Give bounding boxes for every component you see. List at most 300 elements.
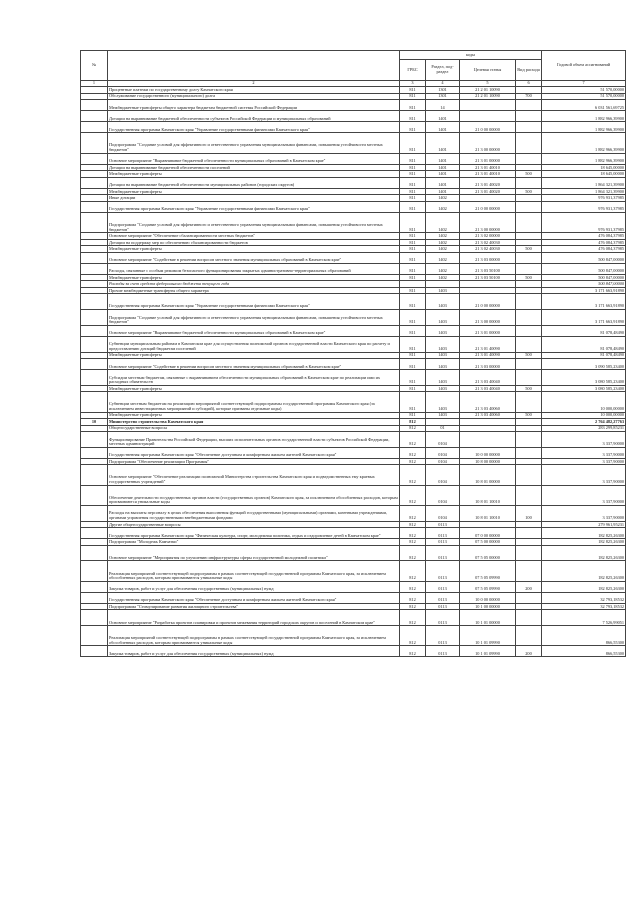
row-name-cell: Основное мероприятие "Содействие в решении вопросов местного значения муниципальных образований в Камчатском крае": [108, 359, 400, 370]
row-amount-cell: 866,55300: [542, 646, 626, 657]
row-vr-cell: [516, 336, 542, 352]
row-name-cell: Субвенции муниципальным районам в Камчатском крае для осуществления полномочий органов государственной власти Камчатского края по расчету и предоставлению дотаций бюджетам поселений: [108, 336, 400, 352]
row-number-cell: [81, 432, 108, 448]
table-row: [81, 294, 626, 310]
row-name-cell: Расходы, связанные с особым режимом безопасного функционирования закрытых административно-территориальных образований: [108, 263, 400, 274]
table-row: [81, 485, 626, 505]
col-name-header: [108, 51, 400, 81]
row-grbs-cell: 812: [400, 425, 426, 432]
row-name-cell: Функционирование Правительства Российской Федерации, высших исполнительных органов государственной власти субъектов Российской Федерации, местных администраций: [108, 432, 400, 448]
row-amount-cell: 81 078,48490: [542, 352, 626, 359]
row-grbs-cell: 812: [400, 521, 426, 528]
budget-table-body: [81, 87, 626, 657]
row-razdel-cell: 0104: [426, 465, 460, 485]
row-number-cell: [81, 447, 108, 458]
row-grbs-cell: 812: [400, 561, 426, 581]
row-razdel-cell: 1401: [426, 153, 460, 164]
row-amount-cell: 866,55300: [542, 626, 626, 646]
row-cs-cell: 21 3 01 40010: [460, 164, 516, 171]
row-razdel-cell: 0113: [426, 545, 460, 561]
row-razdel-cell: 0113: [426, 539, 460, 546]
row-vr-cell: 200: [516, 581, 542, 592]
row-amount-cell: 182 825,26300: [542, 528, 626, 539]
row-razdel-cell: 0113: [426, 521, 460, 528]
row-vr-cell: 500: [516, 246, 542, 253]
row-cs-cell: [460, 432, 516, 448]
row-vr-cell: [516, 359, 542, 370]
row-cs-cell: 21 3 00 00000: [460, 212, 516, 232]
row-name-cell: Основное мероприятие "Выравнивание бюджетной обеспеченности муниципальных образований в Камчатском крае": [108, 153, 400, 164]
row-amount-cell: 3 171 663,91890: [542, 287, 626, 294]
row-number-cell: [81, 133, 108, 153]
row-amount-cell: 7 526,99051: [542, 610, 626, 626]
row-razdel-cell: 1403: [426, 325, 460, 336]
row-number-cell: [81, 610, 108, 626]
row-grbs-cell: 812: [400, 545, 426, 561]
row-grbs-cell: 812: [400, 447, 426, 458]
row-amount-cell: 32 793,18532: [542, 592, 626, 603]
row-amount-cell: 3 337,90000: [542, 485, 626, 505]
row-number-cell: [81, 310, 108, 326]
row-razdel-cell: 1402: [426, 201, 460, 212]
row-name-cell: Государственная программа Камчатского края "Обеспечение доступным и комфортным жильем жителей Камчатского края": [108, 447, 400, 458]
row-grbs-cell: 811: [400, 195, 426, 202]
row-amount-cell: 51 570,00000: [542, 93, 626, 100]
row-name-cell: Процентные платежи по государственному долгу Камчатского края: [108, 87, 400, 94]
row-razdel-cell: 1403: [426, 352, 460, 359]
row-amount-cell: 81 078,48490: [542, 336, 626, 352]
row-grbs-cell: 812: [400, 626, 426, 646]
row-cs-cell: 10 8 01 00000: [460, 465, 516, 485]
row-amount-cell: 18 645,00000: [542, 164, 626, 171]
row-vr-cell: [516, 252, 542, 263]
row-razdel-cell: 1401: [426, 122, 460, 133]
row-razdel-cell: 0104: [426, 505, 460, 521]
row-grbs-cell: 811: [400, 122, 426, 133]
row-amount-cell: 1 864 321,39900: [542, 177, 626, 188]
budget-table: [80, 50, 626, 657]
row-razdel-cell: 1402: [426, 233, 460, 240]
row-cs-cell: 21 3 01 40090: [460, 352, 516, 359]
row-razdel-cell: 1403: [426, 287, 460, 294]
col-grbs-header: ГРБС: [400, 60, 426, 81]
row-number-cell: [81, 581, 108, 592]
row-cs-cell: 10 8 01 10010: [460, 505, 516, 521]
row-amount-cell: 476 084,37985: [542, 246, 626, 253]
row-cs-cell: 10 1 00 00000: [460, 603, 516, 610]
row-vr-cell: [516, 432, 542, 448]
row-amount-cell: 3 171 663,91890: [542, 294, 626, 310]
row-cs-cell: 07 5 05 09990: [460, 561, 516, 581]
table-row: [81, 122, 626, 133]
row-vr-cell: [516, 485, 542, 505]
row-razdel-cell: 1402: [426, 246, 460, 253]
table-row: [81, 626, 626, 646]
row-razdel-cell: 0113: [426, 646, 460, 657]
row-number-cell: [81, 370, 108, 386]
row-grbs-cell: 812: [400, 419, 426, 426]
table-row: [81, 100, 626, 111]
row-amount-cell: 500 847,00000: [542, 274, 626, 281]
row-razdel-cell: 0113: [426, 592, 460, 603]
row-razdel-cell: 1403: [426, 359, 460, 370]
row-name-cell: Государственная программа Камчатского края "Управление государственными финансами Камчатского края": [108, 122, 400, 133]
row-cs-cell: 21 3 02 40030: [460, 246, 516, 253]
row-razdel-cell: 1403: [426, 310, 460, 326]
row-name-cell: Подпрограмма "Молодежь Камчатки": [108, 539, 400, 546]
row-vr-cell: [516, 325, 542, 336]
row-name-cell: Основное мероприятие "Обеспечение сбалансированности местных бюджетов": [108, 233, 400, 240]
row-amount-cell: 3 337,90000: [542, 447, 626, 458]
row-vr-cell: 500: [516, 188, 542, 195]
row-amount-cell: 18 645,00000: [542, 171, 626, 178]
table-row: [81, 465, 626, 485]
row-name-cell: Субвенции местным бюджетам на реализацию мероприятий соответствующей подпрограммы государственной программы Камчатского края (за исключением инвестиционных мероприятий и субсидий), которые призваны отдельные коды): [108, 392, 400, 412]
row-name-cell: Иные дотации: [108, 195, 400, 202]
row-vr-cell: 100: [516, 505, 542, 521]
table-row: [81, 370, 626, 386]
row-vr-cell: [516, 201, 542, 212]
row-amount-cell: 3 171 663,91890: [542, 310, 626, 326]
row-number-cell: [81, 201, 108, 212]
row-vr-cell: [516, 263, 542, 274]
row-name-cell: Государственная программа Камчатского края "Обеспечение доступным и комфортным жильем жителей Камчатского края": [108, 592, 400, 603]
table-row: [81, 359, 626, 370]
row-grbs-cell: 811: [400, 252, 426, 263]
row-cs-cell: 21 0 00 00000: [460, 294, 516, 310]
row-razdel-cell: 0113: [426, 561, 460, 581]
row-grbs-cell: 811: [400, 100, 426, 111]
row-grbs-cell: 811: [400, 274, 426, 281]
row-amount-cell: 283 299,85231: [542, 425, 626, 432]
row-number-cell: [81, 359, 108, 370]
row-vr-cell: [516, 111, 542, 122]
row-cs-cell: 21 2 01 10090: [460, 93, 516, 100]
row-razdel-cell: 14: [426, 100, 460, 111]
row-name-cell: Прочие межбюджетные трансферты общего характера: [108, 287, 400, 294]
row-number-cell: [81, 561, 108, 581]
row-cs-cell: [460, 111, 516, 122]
row-number-cell: [81, 100, 108, 111]
row-cs-cell: 10 1 01 09990: [460, 646, 516, 657]
row-vr-cell: 500: [516, 352, 542, 359]
colnum-6: 6: [516, 81, 542, 87]
row-amount-cell: 6 031 561,69725: [542, 100, 626, 111]
row-grbs-cell: 811: [400, 212, 426, 232]
row-razdel-cell: 0113: [426, 528, 460, 539]
row-amount-cell: 182 825,26300: [542, 539, 626, 546]
row-grbs-cell: 811: [400, 352, 426, 359]
row-name-cell: Подпрограмма "Стимулирование развития жилищного строительства": [108, 603, 400, 610]
row-razdel-cell: 1401: [426, 133, 460, 153]
row-cs-cell: 10 1 01 00000: [460, 610, 516, 626]
col-razdel-header: Раздел, под-раздел: [426, 60, 460, 81]
row-name-cell: Подпрограмма "Обеспечение реализации Программы": [108, 458, 400, 465]
row-vr-cell: [516, 133, 542, 153]
row-amount-cell: 500 847,00000: [542, 263, 626, 274]
row-amount-cell: 182 825,26300: [542, 561, 626, 581]
row-number-cell: [81, 545, 108, 561]
row-cs-cell: 21 3 03 40060: [460, 412, 516, 419]
row-razdel-cell: 1403: [426, 336, 460, 352]
row-vr-cell: [516, 153, 542, 164]
row-grbs-cell: 811: [400, 370, 426, 386]
row-name-cell: Закупка товаров, работ и услуг для обеспечения государственных (муниципальных) нужд: [108, 581, 400, 592]
row-cs-cell: 21 0 00 00000: [460, 201, 516, 212]
budget-table-page: [80, 50, 625, 657]
row-grbs-cell: 811: [400, 336, 426, 352]
row-grbs-cell: 812: [400, 539, 426, 546]
row-name-cell: Основное мероприятие "Обеспечение реализации полномочий Министерства строительства Камчатского края и подведомственных ему краевых государственных учреждений": [108, 465, 400, 485]
row-number-cell: [81, 263, 108, 274]
col-vr-header: Вид расхода: [516, 60, 542, 81]
row-cs-cell: 21 3 02 40030: [460, 239, 516, 246]
table-row: [81, 177, 626, 188]
row-razdel-cell: 0113: [426, 581, 460, 592]
table-row: [81, 310, 626, 326]
row-amount-cell: 500 847,00000: [542, 281, 626, 288]
row-cs-cell: 10 0 00 00000: [460, 447, 516, 458]
row-grbs-cell: 811: [400, 359, 426, 370]
row-vr-cell: [516, 528, 542, 539]
row-cs-cell: 21 3 00 00000: [460, 310, 516, 326]
row-razdel-cell: 1401: [426, 177, 460, 188]
row-name-cell: Подпрограмма "Создание условий для эффективного и ответственного управления муниципальными финансами, повышения устойчивости местных бюджетов": [108, 212, 400, 232]
col-number-header: №: [81, 51, 108, 81]
colnum-5: 5: [460, 81, 516, 87]
row-cs-cell: [460, 100, 516, 111]
row-name-cell: Подпрограмма "Создание условий для эффективного и ответственного управления муниципальными финансами, повышения устойчивости местных бюджетов": [108, 133, 400, 153]
row-razdel-cell: 1402: [426, 263, 460, 274]
row-amount-cell: 1 882 966,39900: [542, 122, 626, 133]
row-cs-cell: 10 8 00 00000: [460, 458, 516, 465]
row-vr-cell: 500: [516, 385, 542, 392]
row-amount-cell: 1 864 321,39900: [542, 188, 626, 195]
row-number-cell: [81, 626, 108, 646]
table-row: [81, 133, 626, 153]
row-razdel-cell: 1402: [426, 212, 460, 232]
row-number-cell: [81, 252, 108, 263]
row-grbs-cell: 811: [400, 412, 426, 419]
table-row: [81, 545, 626, 561]
row-number-cell: [81, 153, 108, 164]
row-cs-cell: 21 0 00 00000: [460, 122, 516, 133]
row-grbs-cell: 811: [400, 164, 426, 171]
row-vr-cell: [516, 294, 542, 310]
row-name-cell: Реализация мероприятий соответствующей подпрограммы в рамках соответствующей государственной программы Камчатского края, за исключением обособленных расходов, которым присваиваются уникальные коды: [108, 561, 400, 581]
row-cs-cell: 21 3 01 40020: [460, 177, 516, 188]
row-number-cell: [81, 294, 108, 310]
row-number-cell: [81, 505, 108, 521]
row-razdel-cell: 1401: [426, 111, 460, 122]
row-grbs-cell: 811: [400, 201, 426, 212]
row-number-cell: [81, 392, 108, 412]
row-vr-cell: 500: [516, 274, 542, 281]
row-grbs-cell: 811: [400, 233, 426, 240]
codes-header: коды: [400, 51, 542, 60]
row-grbs-cell: 811: [400, 239, 426, 246]
row-amount-cell: 3 337,90000: [542, 465, 626, 485]
table-row: [81, 447, 626, 458]
row-razdel-cell: 1403: [426, 392, 460, 412]
row-razdel-cell: 0104: [426, 485, 460, 505]
row-name-cell: Основное мероприятие "Содействие в решении вопросов местного значения муниципальных образований в Камчатском крае": [108, 252, 400, 263]
row-grbs-cell: 812: [400, 603, 426, 610]
row-cs-cell: 21 2 01 10090: [460, 87, 516, 94]
row-name-cell: Межбюджетные трансферты: [108, 412, 400, 419]
row-cs-cell: 21 3 03 00000: [460, 359, 516, 370]
row-name-cell: Межбюджетные трансферты: [108, 274, 400, 281]
row-amount-cell: 1 882 966,39900: [542, 111, 626, 122]
row-number-cell: [81, 646, 108, 657]
row-vr-cell: [516, 122, 542, 133]
row-grbs-cell: 811: [400, 263, 426, 274]
row-amount-cell: 3 337,90000: [542, 458, 626, 465]
row-vr-cell: 200: [516, 646, 542, 657]
row-number-cell: [81, 122, 108, 133]
row-grbs-cell: 811: [400, 246, 426, 253]
row-name-cell: Дотации на выравнивание бюджетной обеспеченности муниципальных районов (городских округов): [108, 177, 400, 188]
row-cs-cell: 21 3 01 40010: [460, 171, 516, 178]
row-cs-cell: 10 1 01 09990: [460, 626, 516, 646]
row-vr-cell: [516, 100, 542, 111]
row-cs-cell: 21 3 03 50100: [460, 263, 516, 274]
row-grbs-cell: 811: [400, 294, 426, 310]
row-vr-cell: [516, 545, 542, 561]
colnum-3: 3: [400, 81, 426, 87]
row-razdel-cell: 01: [426, 425, 460, 432]
row-cs-cell: 21 3 03 50100: [460, 274, 516, 281]
row-vr-cell: 500: [516, 171, 542, 178]
row-cs-cell: 07 5 05 00000: [460, 545, 516, 561]
row-name-cell: Обслуживание государственного (муниципального) долга: [108, 93, 400, 100]
row-vr-cell: [516, 465, 542, 485]
row-razdel-cell: 0104: [426, 458, 460, 465]
row-name-cell: Расходы за счет средств федерального бюджета текущего года: [108, 281, 400, 288]
row-grbs-cell: 812: [400, 646, 426, 657]
row-vr-cell: [516, 392, 542, 412]
table-row: [81, 212, 626, 232]
row-vr-cell: 500: [516, 412, 542, 419]
row-grbs-cell: 811: [400, 93, 426, 100]
row-name-cell: Государственная программа Камчатского края "Управление государственными финансами Камчатского края": [108, 201, 400, 212]
row-number-cell: [81, 485, 108, 505]
row-name-cell: Обеспечение деятельности государственных органов власти (государственных органов) Камчатского края, за исключением обособленных расходов, которым присваиваются уникальные коды: [108, 485, 400, 505]
row-vr-cell: [516, 592, 542, 603]
row-grbs-cell: 811: [400, 325, 426, 336]
row-name-cell: Межбюджетные трансферты: [108, 385, 400, 392]
row-amount-cell: 32 793,18532: [542, 603, 626, 610]
row-grbs-cell: 811: [400, 385, 426, 392]
table-row: [81, 432, 626, 448]
row-cs-cell: 21 3 01 00000: [460, 325, 516, 336]
row-razdel-cell: 1403: [426, 412, 460, 419]
table-row: [81, 111, 626, 122]
row-name-cell: Межбюджетные трансферты общего характера бюджетам бюджетной системы Российской Федерации: [108, 100, 400, 111]
row-grbs-cell: 812: [400, 528, 426, 539]
table-row: [81, 581, 626, 592]
row-vr-cell: [516, 310, 542, 326]
table-row: [81, 610, 626, 626]
row-grbs-cell: 811: [400, 153, 426, 164]
row-name-cell: Министерство строительства Камчатского края: [108, 419, 400, 426]
row-vr-cell: [516, 177, 542, 188]
row-grbs-cell: 812: [400, 458, 426, 465]
row-amount-cell: 976 931,37985: [542, 195, 626, 202]
row-amount-cell: 2 764 482,27763: [542, 419, 626, 426]
row-vr-cell: [516, 610, 542, 626]
row-razdel-cell: 1403: [426, 294, 460, 310]
row-name-cell: Дотации на поддержку мер по обеспечению сбалансированности бюджетов: [108, 239, 400, 246]
row-razdel-cell: 1402: [426, 239, 460, 246]
row-razdel-cell: 1403: [426, 385, 460, 392]
row-name-cell: Межбюджетные трансферты: [108, 171, 400, 178]
colnum-4: 4: [426, 81, 460, 87]
table-row: [81, 528, 626, 539]
row-name-cell: Межбюджетные трансферты: [108, 188, 400, 195]
row-amount-cell: 3 080 585,23400: [542, 385, 626, 392]
row-vr-cell: [516, 447, 542, 458]
row-razdel-cell: 0104: [426, 447, 460, 458]
table-row: [81, 646, 626, 657]
row-amount-cell: 81 078,48490: [542, 325, 626, 336]
row-razdel-cell: 1403: [426, 370, 460, 386]
table-row: [81, 252, 626, 263]
row-name-cell: Государственная программа Камчатского края "Управление государственными финансами Камчатского края": [108, 294, 400, 310]
row-grbs-cell: 811: [400, 287, 426, 294]
row-number-cell: 10: [81, 419, 108, 426]
row-cs-cell: 10 8 01 10010: [460, 485, 516, 505]
row-razdel-cell: 0113: [426, 610, 460, 626]
row-amount-cell: 182 825,26300: [542, 545, 626, 561]
row-razdel-cell: 1402: [426, 195, 460, 202]
row-name-cell: Дотации на выравнивание бюджетной обеспеченности субъектов Российской Федерации и муниципальных образований: [108, 111, 400, 122]
row-number-cell: [81, 528, 108, 539]
row-cs-cell: 21 3 03 40040: [460, 370, 516, 386]
row-grbs-cell: 812: [400, 505, 426, 521]
row-name-cell: Основное мероприятие "Мероприятия по улучшению инфраструктуры сферы государственной молодежной политики": [108, 545, 400, 561]
table-row: [81, 153, 626, 164]
row-name-cell: Межбюджетные трансферты: [108, 246, 400, 253]
row-name-cell: Расходы на выплаты персоналу в целях обеспечения выполнения функций государственными (муниципальными) органами, казенными учреждениями, органами управления государственными внебюджетными фондами: [108, 505, 400, 521]
row-cs-cell: 21 3 01 00000: [460, 153, 516, 164]
row-amount-cell: 3 090 585,23400: [542, 359, 626, 370]
row-razdel-cell: 1301: [426, 87, 460, 94]
row-name-cell: Закупка товаров, работ и услуг для обеспечения государственных (муниципальных) нужд: [108, 646, 400, 657]
row-number-cell: [81, 336, 108, 352]
row-grbs-cell: 812: [400, 592, 426, 603]
row-amount-cell: 3 080 585,23400: [542, 370, 626, 386]
row-amount-cell: 51 570,00000: [542, 87, 626, 94]
row-grbs-cell: 811: [400, 133, 426, 153]
row-razdel-cell: 1401: [426, 171, 460, 178]
row-grbs-cell: 811: [400, 188, 426, 195]
table-row: [81, 561, 626, 581]
row-name-cell: Субсидии местным бюджетам, связанные с выравниванием обеспеченности муниципальных образований в Камчатском крае по реализации ими их расходных обязательств: [108, 370, 400, 386]
row-amount-cell: 182 825,26300: [542, 581, 626, 592]
row-vr-cell: 700: [516, 93, 542, 100]
table-row: [81, 336, 626, 352]
row-amount-cell: 3 337,90000: [542, 432, 626, 448]
row-razdel-cell: 1401: [426, 188, 460, 195]
row-grbs-cell: 811: [400, 87, 426, 94]
colnum-7: 7: [542, 81, 626, 87]
row-number-cell: [81, 325, 108, 336]
table-row: [81, 325, 626, 336]
row-grbs-cell: 811: [400, 310, 426, 326]
row-number-cell: [81, 177, 108, 188]
row-cs-cell: 10 0 00 00000: [460, 592, 516, 603]
